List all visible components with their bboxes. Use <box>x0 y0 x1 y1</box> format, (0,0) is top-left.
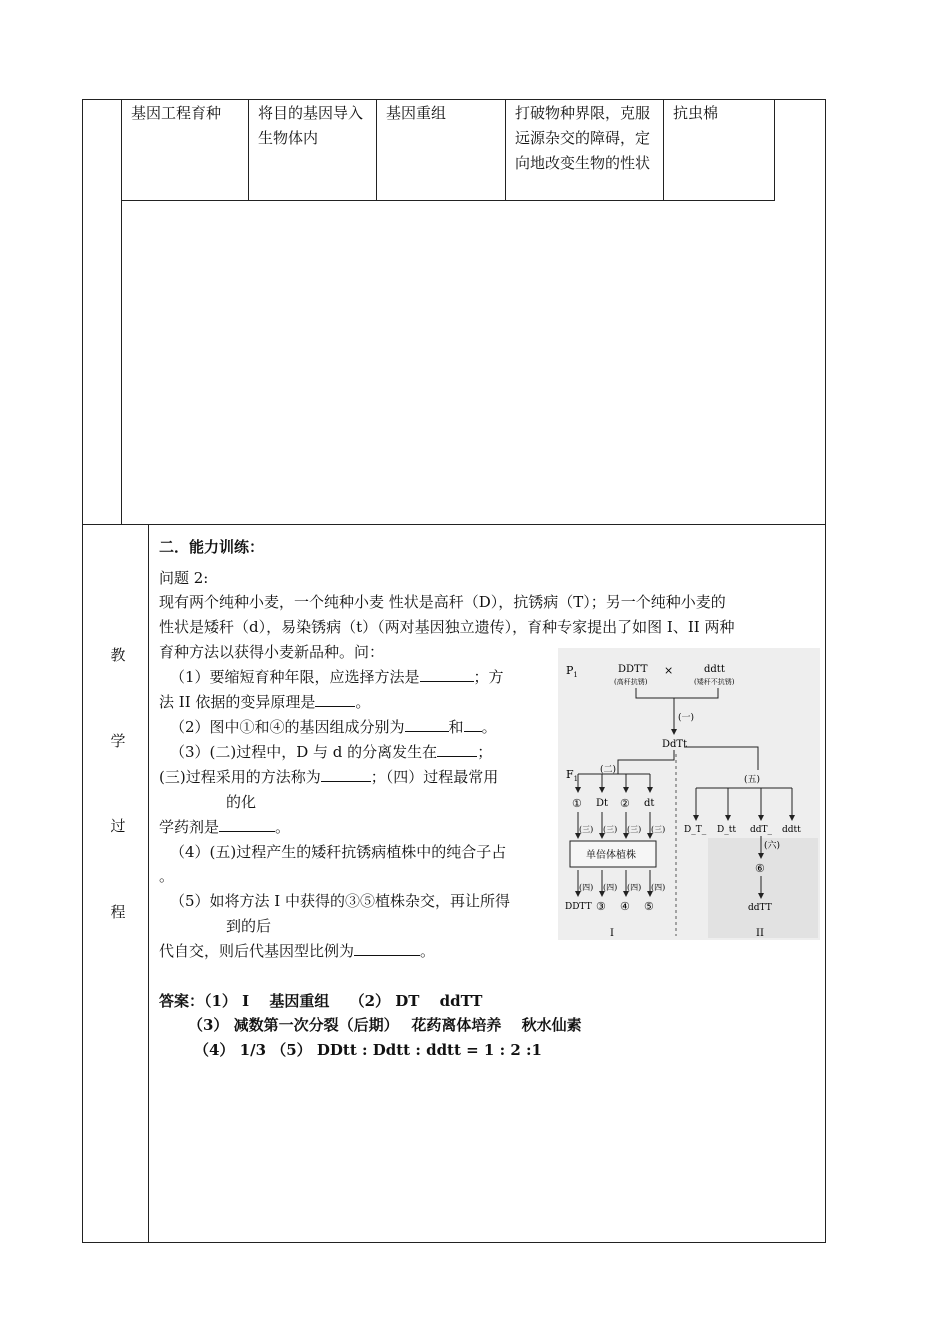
q5-blank <box>354 939 420 956</box>
upper-inner-left <box>121 99 122 524</box>
q2-text-a: （2）图中①和④的基因组成分别为 <box>170 718 405 736</box>
answer-line-3: （4） 1/3 （5） DDtt : Ddtt : ddtt = 1 : 2 :1 <box>194 1041 542 1059</box>
diagram-method-1: I <box>610 928 614 939</box>
diagram-step-4d: (四) <box>651 883 666 892</box>
table-border-bottom <box>82 1242 826 1243</box>
diagram-gamete-1: ① <box>572 797 582 810</box>
q3-line-4 <box>159 815 290 840</box>
diagram-step-3c: (三) <box>627 825 642 834</box>
side-label-2: 学 <box>110 732 126 750</box>
lower-inner-left <box>148 524 149 1243</box>
q4-line-1: （4）(五)过程产生的矮秆抗锈病植株中的纯合子占 <box>170 843 507 861</box>
q5-text-d: 。 <box>420 942 436 960</box>
diagram-step-1: (一) <box>678 713 695 723</box>
q3-text-d: ；（四）过程最常用 <box>370 768 499 786</box>
diagram-parent2: ddtt <box>704 664 725 675</box>
diagram-result-4: ⑤ <box>644 900 654 913</box>
side-label-4: 程 <box>110 903 126 921</box>
q1-text-b: ；方 <box>473 668 504 686</box>
q1-line-2 <box>159 690 370 715</box>
diagram-cross: × <box>664 664 674 677</box>
q3-blank-3 <box>219 815 275 832</box>
q3-text-c: (三)过程采用的方法称为 <box>159 768 321 786</box>
q3-line-1 <box>170 740 492 765</box>
q3-text-f: 学药剂是 <box>159 818 220 836</box>
q2-text-b: 和 <box>448 718 464 736</box>
q3-line-2 <box>159 765 498 790</box>
diagram-geno5-4: ddtt <box>782 825 801 835</box>
diagram-gamete-3: ② <box>620 797 630 810</box>
q3-text-a: （3）(二)过程中，D 与 d 的分离发生在 <box>170 743 438 761</box>
diagram-step-3b: (三) <box>603 825 618 834</box>
diagram-method-2: II <box>756 928 764 939</box>
diagram-gamete-4: dt <box>644 798 655 809</box>
diagram-geno5-3: ddT_ <box>750 825 773 835</box>
table-border-left <box>82 99 83 1243</box>
diagram-step-4a: (四) <box>579 883 594 892</box>
diagram-shade <box>708 838 818 938</box>
q5-line-3 <box>159 939 435 964</box>
inner-col-line-4 <box>663 99 664 201</box>
side-label-1: 教 <box>110 646 126 664</box>
diagram-result-1: DDTT <box>565 902 592 912</box>
q5-line-2: 到的后 <box>226 917 272 935</box>
inner-table-bottom <box>121 200 775 201</box>
stem-line-3: 育种方法以获得小麦新品种。问： <box>159 643 385 661</box>
diagram-haploid-label: 单倍体植株 <box>586 850 636 861</box>
diagram-step-2: (二) <box>600 765 617 775</box>
q3-line-3: 的化 <box>226 793 257 811</box>
diagram-final: ddTT <box>748 903 772 913</box>
diagram-six: ⑥ <box>755 862 765 875</box>
diagram-f1-genotype: DdTt <box>662 739 688 750</box>
q3-blank-1 <box>437 740 477 757</box>
question-label: 问题 2: <box>159 569 209 587</box>
q3-blank-2 <box>321 765 371 782</box>
cell-example: 抗虫棉 <box>673 104 719 122</box>
q1-blank-2 <box>315 690 355 707</box>
cell-method: 基因工程育种 <box>131 104 222 122</box>
q1-text-d: 。 <box>355 693 371 711</box>
q5-line-1: （5）如将方法 I 中获得的③⑤植株杂交，再让所得 <box>170 892 511 910</box>
q2-blank-2 <box>464 715 482 732</box>
diagram-result-3: ④ <box>620 900 630 913</box>
q3-text-b: ； <box>477 743 493 761</box>
diagram-step-3d: (三) <box>651 825 666 834</box>
q1-line-1 <box>170 665 504 690</box>
diagram-step-4c: (四) <box>627 883 642 892</box>
inner-col-line-1 <box>248 99 249 201</box>
diagram-step-5: (五) <box>744 775 761 785</box>
answer-line-2: （3） 减数第一次分裂（后期） 花药离体培养 秋水仙素 <box>188 1016 582 1034</box>
q1-blank-1 <box>420 665 474 682</box>
diagram-parent1-note: (高秆抗锈) <box>614 678 648 686</box>
diagram-gamete-2: Dt <box>596 798 609 809</box>
inner-col-line-3 <box>505 99 506 201</box>
stem-line-2: 性状是矮秆（d），易染锈病（t）（两对基因独立遗传），育种专家提出了如图 I、II 两种 <box>159 618 735 636</box>
diagram-result-2: ③ <box>596 900 606 913</box>
diagram-geno5-2: D_tt <box>717 825 736 835</box>
diagram-parent1: DDTT <box>618 664 648 675</box>
q5-text-c: 代自交，则后代基因型比例为 <box>159 942 355 960</box>
q2-line <box>170 715 497 740</box>
diagram-step-4b: (四) <box>603 883 618 892</box>
inner-table-right <box>774 99 775 201</box>
diagram-parent2-note: (矮秆不抗锈) <box>694 678 735 686</box>
inner-col-line-2 <box>376 99 377 201</box>
row-divider <box>82 524 826 525</box>
q4-line-2: 。 <box>159 867 175 885</box>
q1-text-a: （1）要缩短育种年限，应选择方法是 <box>170 668 420 686</box>
diagram-p-label: $P_1$ <box>566 664 578 679</box>
diagram-step-6: (六) <box>764 841 781 851</box>
section-title: 二．能力训练： <box>159 538 265 556</box>
side-label-3: 过 <box>110 817 126 835</box>
table-border-top <box>82 99 826 100</box>
q2-blank-1 <box>405 715 449 732</box>
q3-text-g: 。 <box>275 818 291 836</box>
answer-line-1: 答案：（1） I 基因重组 （2） DT ddTT <box>159 992 483 1010</box>
q1-text-c: 法 II 依据的变异原理是 <box>159 693 316 711</box>
q2-text-c: 。 <box>481 718 497 736</box>
cell-principle: 基因重组 <box>386 104 447 122</box>
cell-advantage: 打破物种界限，克服远源杂交的障碍，定向地改变生物的性状 <box>515 104 651 172</box>
stem-line-1: 现有两个纯种小麦，一个纯种小麦 性状是高秆（D），抗锈病（T）；另一个纯种小麦的 <box>159 593 726 611</box>
table-border-right <box>825 99 826 1243</box>
diagram-geno5-1: D_T_ <box>684 825 707 835</box>
cell-operation: 将目的基因导入生物体内 <box>258 104 364 147</box>
diagram-step-3a: (三) <box>579 825 594 834</box>
diagram-f1-label: $F_1$ <box>566 768 579 783</box>
breeding-diagram <box>558 648 820 940</box>
